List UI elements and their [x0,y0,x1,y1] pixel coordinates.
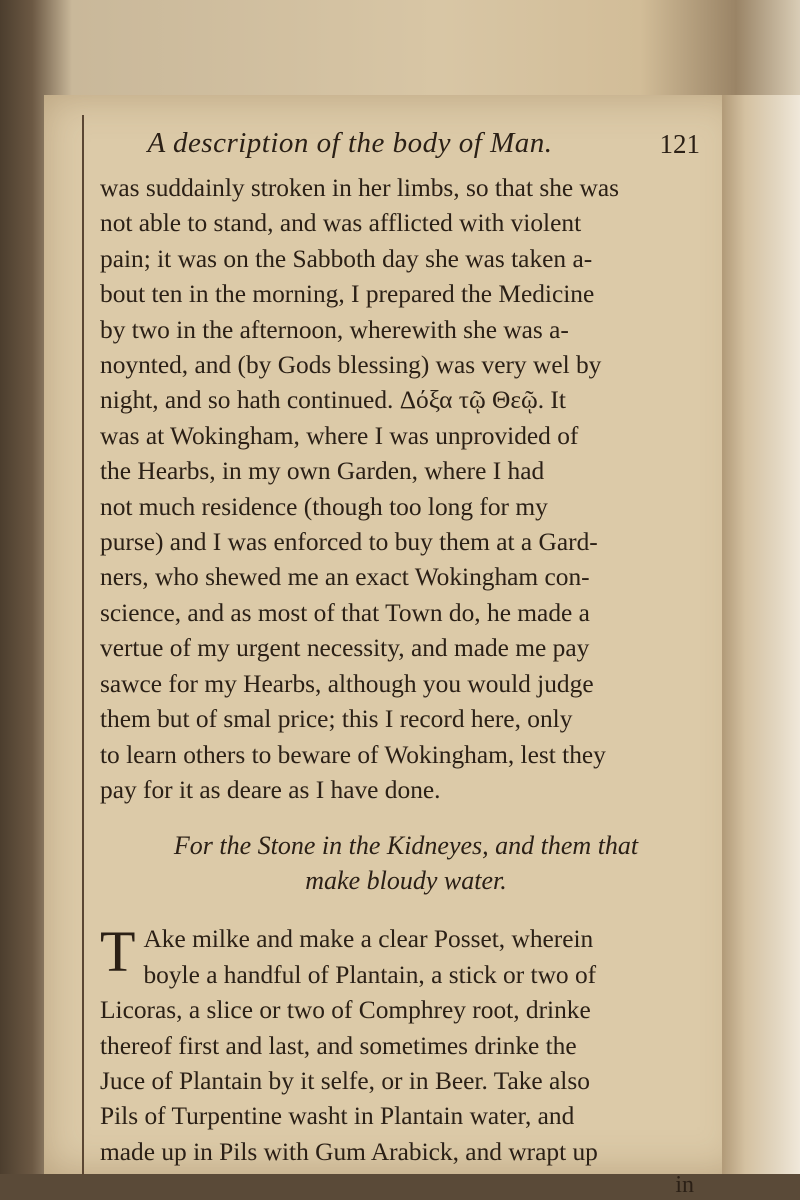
recipe-paragraph [100,919,712,1170]
text-line: boyle a handful of Plantain, a stick or two of [143,960,597,989]
margin-rule [82,115,84,1175]
text-line: by two in the afternoon, wherewith she was a- [100,315,569,344]
text-line: Ake milke and make a clear Posset, wherein [143,925,594,954]
catchword: in [675,1172,694,1199]
heading-line: make bloudy water. [305,866,507,896]
page-number: 121 [659,129,700,159]
text-line: purse) and I was enforced to buy them at a Gard- [100,528,598,557]
text-line: made up in Pils with Gum Arabick, and wrapt up [100,1137,598,1166]
text-line: Juce of Plantain by it selfe, or in Beer. Take also [100,1066,590,1095]
text-line: Licoras, a slice or two of Comphrey root, drinke [100,996,591,1025]
text-line: bout ten in the morning, I prepared the Medicine [100,280,595,309]
text-line: pay for it as deare as I have done. [100,775,441,804]
text-line: not able to stand, and was afflicted with violent [100,209,582,238]
text-line: noynted, and (by Gods blessing) was very wel by [100,351,602,380]
text-line: ners, who shewed me an exact Wokingham con- [100,563,590,592]
text-line: the Hearbs, in my own Garden, where I had [100,457,545,486]
body-paragraph [100,171,712,808]
text-line: not much residence (though too long for my [100,492,548,521]
heading-line: For the Stone in the Kidneyes, and them that [173,831,639,861]
page-edge [722,95,800,1174]
text-line: sawce for my Hearbs, although you would judge [100,669,594,698]
text-line: science, and as most of that Town do, he made a [100,598,590,627]
text-line: night, and so hath continued. Δόξα τῷ Θεῷ. It [100,386,566,415]
running-header [100,125,712,171]
text-line: was suddainly stroken in her limbs, so that she was [100,174,620,202]
text-line: thereof first and last, and sometimes drinke the [100,1031,577,1060]
page-content [100,125,712,1200]
text-line: pain; it was on the Sabboth day she was taken a- [100,244,593,273]
text-line: Pils of Turpentine washt in Plantain water, and [100,1102,575,1131]
header-title: A description of the body of Man. [147,127,553,159]
text-line: vertue of my urgent necessity, and made me pay [100,634,590,663]
text-line: to learn others to beware of Wokingham, lest they [100,740,606,769]
text-line: was at Wokingham, where I was unprovided of [100,421,579,450]
recipe-heading [100,828,712,898]
drop-cap: T [100,919,136,985]
text-line: them but of smal price; this I record here, only [100,705,573,734]
